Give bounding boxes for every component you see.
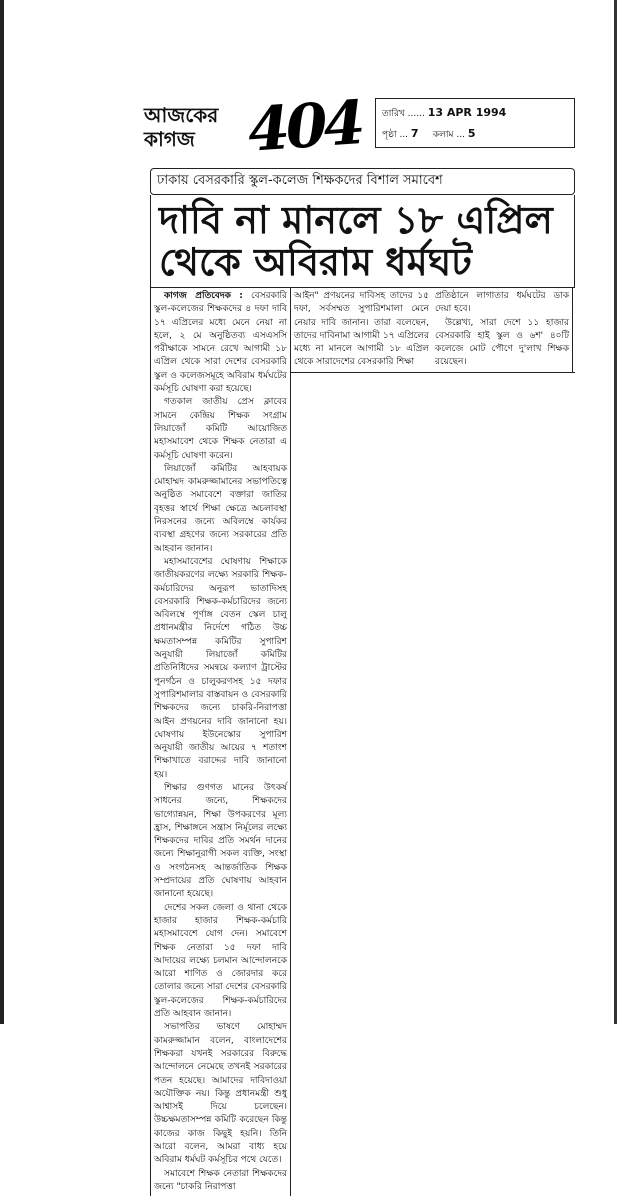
paragraph: সমাবেশে শিক্ষক নেতারা শিক্ষকদের জন্যে "চাকরি নিরাপত্তা (154, 1168, 287, 1192)
column-label: কলাম (432, 130, 454, 140)
paragraph: প্রতিষ্ঠানে লাগাতার ধর্মঘটের ডাক দেয়া হবে। (435, 291, 569, 315)
paragraph: লিয়াজোঁ কমিটির আহবায়ক মোহাম্মদ কামরুজ্জামানের সভাপতিত্বে অনুষ্ঠিত সমাবেশে বক্তারা জাতির বৃহত্তর স্বার্থে শিক্ষা ক্ষেত্রে অচলাবস্থা নিরসনের জন্যে অবিলম্বে কার্যকর ব্যবস্থা গ্রহণের জন্যে সরকারের প্রতি আহবান জানান। (154, 463, 287, 554)
page-label: পৃষ্ঠা (382, 130, 397, 140)
date-label: তারিখ (382, 109, 405, 119)
clipping-header (144, 88, 575, 166)
byline: কাগজ প্রতিবেদক : (164, 291, 243, 301)
page-value: 7 (410, 127, 419, 140)
paragraph: দেশের সকল জেলা ও থানা থেকে হাজার হাজার শিক্ষক-কর্মচারি মহাসমাবেশে যোগ দেন। সমাবেশে শিক্ষক নেতারা ১৫ দফা দাবি আদায়ের লক্ষ্যে চলমান আন্দোলনকে আরো শাণিত ও জোরদার করে তোলার জন্যে সারা দেশের বেসরকারি স্কুল-কলেজের শিক্ষক-কর্মচারিদের প্রতি আহবান জানান। (154, 902, 287, 1020)
paragraph: উল্লেখ্য, সারা দেশে ১১ হাজার বেসরকারি হাই স্কুল ও ৬শ' ৪০টি কলেজে মোট পৌণে দু'লাখ শিক্ষক রয়েছেন। (435, 317, 569, 368)
headline-line-1: দাবি না মানলে ১৮ এপ্রিল (159, 198, 553, 242)
handwritten-number: 404 (245, 88, 364, 166)
article-column-1 (150, 288, 291, 1196)
paragraph: আইন" প্রণয়নের দাবিসহ তাদের ১৫ দফা, সর্বসম্মত সুপারিশমালা মেনে নেয়ার দাবি জানান। তারা বলেছেন, তাদের দাবিনামা আগামী ১৭ এপ্রিলের মধ্যে না মানলে আগামী ১৮ এপ্রিল থেকে সারাদেশের বেসরকারি শিক্ষা (294, 291, 429, 368)
article-columns-2-3 (291, 288, 575, 373)
article-column-3 (432, 288, 573, 372)
article-column-2 (291, 288, 432, 372)
archive-stamp: তারিখ ...... 13 APR 1994 পৃষ্ঠা ... 7 কলাম ... 5 (375, 98, 575, 148)
headline-line-2: থেকে অবিরাম ধর্মঘট (159, 240, 472, 284)
paragraph: বেসরকারি স্কুল-কলেজের শিক্ষকদের ৪ দফা দাবি ১৭ এপ্রিলের মধ্যে মেনে নেয়া না হলে, ২ মে অনুষ্ঠিতব্য এসএসসি পরীক্ষাকে সামনে রেখে আগামী ১৮ এপ্রিল থেকে সারা দেশের বেসরকারি স্কুল ও কলেজসমূহে অবিরাম ধর্মঘটের কর্মসূচি ঘোষণা করা হয়েছে। (154, 291, 287, 395)
paragraph: সভাপতির ভাষণে মোহাম্মদ কামরুজ্জামান বলেন, বাংলাদেশের শিক্ষকরা যখনই সরকারের বিরুদ্ধে আন্দোলনে নেমেছে তখনই সরকারের পতন হয়েছে। আমাদের দাবিদাওয়া অযৌক্তিক নয়। কিন্তু প্রধানমন্ত্রী শুধু আশ্বাসই দিয়ে চলেছেন। উচ্চক্ষমতাসম্পন্ন কমিটি করেছেন কিন্তু কাজের কাজ কিছুই হয়নি। তিনি আরো বলেন, আমরা বাধ্য হয়ে অবিরাম ধর্মঘট কর্মসূচির পথে যেতে। (154, 1022, 287, 1166)
article-body (150, 287, 575, 1196)
kicker: ঢাকায় বেসরকারি স্কুল-কলেজ শিক্ষকদের বিশাল সমাবেশ (150, 168, 575, 195)
newspaper-masthead: আজকের কাগজ (144, 103, 219, 151)
paragraph: গতকাল জাতীয় প্রেস ক্লাবের সামনে কেন্দ্রিয় শিক্ষক সংগ্রাম লিয়াজোঁ কমিটি আয়োজিত মহাসমাবেশ থেকে শিক্ষক নেতারা এ কর্মসূচি ঘোষণা করেন। (154, 397, 287, 461)
news-clipping (150, 168, 575, 1196)
paragraph: মহাসমাবেশের ঘোষণায় শিক্ষাকে জাতীয়করণের লক্ষ্যে সরকারি শিক্ষক-কর্মচারিদের অনুরূপ ভাতাদিসহ বেসরকারি শিক্ষক-কর্মচারিদের জন্যে অবিলম্বে পূর্ণাঙ্গ বেতন স্কেল চালু প্রধানমন্ত্রীর নির্দেশে গঠিত উচ্চ ক্ষমতাসম্পন্ন কমিটির সুপারিশ অনুযায়ী লিয়াজোঁ কমিটির প্রতিনিধিদের সমন্বয়ে কল্যাণ ট্রাস্টের পুনর্গঠন ও চালুকরণসহ ১৫ দফার সুপারিশমালার বাস্তবায়ন ও বেসরকারি শিক্ষকদের জন্যে চাকরি-নিরাপত্তা আইন প্রণয়নের দাবি জানানো হয়। ঘোষণায় ইউনেস্কোর সুপারিশ অনুযায়ী জাতীয় আয়ের ৭ শতাংশ শিক্ষাখাতে বরাদ্দের দাবি জানানো হয়। (154, 556, 287, 780)
paragraph: শিক্ষার গুণগত মানের উৎকর্ষ সাধনের জন্যে, শিক্ষকদের ভাগ্যোন্নয়ন, শিক্ষা উপকরণের মূল্য হ্রাস, শিক্ষাঙ্গনে সন্ত্রাস নির্মূলের লক্ষ্যে শিক্ষকদের দাবির প্রতি সমর্থন দানের জন্যে শিক্ষানুরাগী সকল ব্যক্তি, সংস্থা ও সংগঠনসহ আন্তর্জাতিক শিক্ষক সম্প্রদায়ের প্রতি ঘোষণায় আহবান জানানো হয়েছে। (154, 782, 287, 900)
column-value: 5 (467, 127, 476, 140)
headline (150, 195, 575, 287)
scan-edge-left (0, 0, 4, 1024)
date-value: 13 APR 1994 (427, 106, 507, 119)
